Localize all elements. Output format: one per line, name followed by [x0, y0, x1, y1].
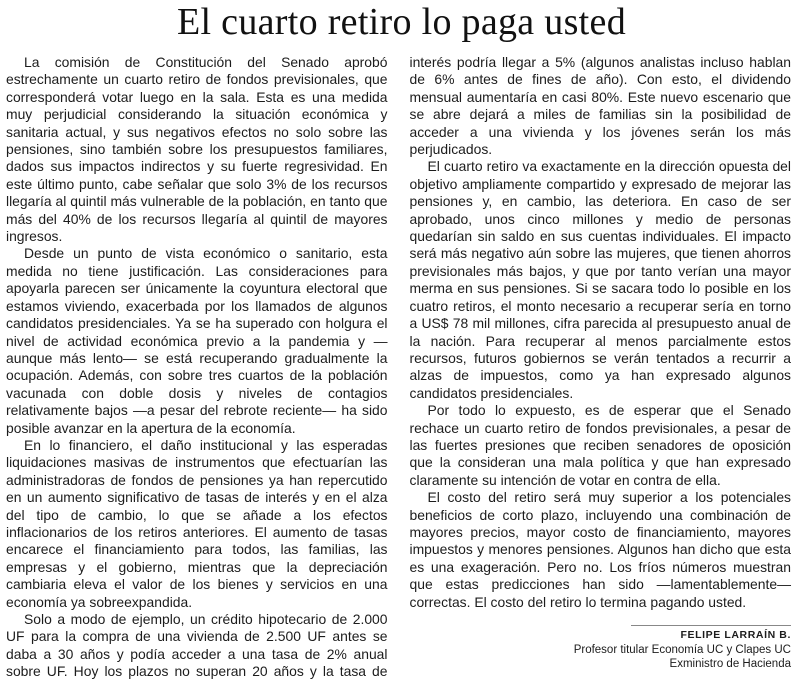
byline [410, 625, 792, 671]
author-name: FELIPE LARRAÍN B. [631, 625, 791, 642]
author-former-role: Exministro de Hacienda [669, 658, 791, 670]
paragraph-1: La comisión de Constitución del Senado aprobó estrechamente un cuarto retiro de fondos previsionales, que corresponderá votar luego en la sala. Esta es una medida muy perjudicial considerando la situación económica y sanitaria actual, y sus negativos efectos no solo sobre las pensiones, sino también sobre los presupuestos familiares, dados sus impactos indirectos y su fuerte regresividad. En este último punto, cabe señalar que solo 3% de los recursos llegaría al quintil más vulnerable de la población, en tanto que más del 40% de los recursos llegaría al quintil de mayores ingresos. [6, 54, 388, 245]
article-title: El cuarto retiro lo paga usted [176, 1, 626, 43]
paragraph-7: El costo del retiro será muy superior a los potenciales beneficios de corto plazo, incluyendo una combinación de mayores precios, mayor costo de financiamiento, mayores impuestos y menores pensiones. Algunos han dicho que esta es una exageración. Pero no. Los fríos números muestran que estas predicciones han sido —lamentablemente— correctas. El costo del retiro lo termina pagando usted. [409, 489, 791, 610]
paragraph-4: Solo a modo de ejemplo, un crédito hipotecario de 2.000 UF para la compra de una vivienda de 2.500 UF antes se daba a 30 años y podía acceder a una tasa de 2% anual sobre UF. Hoy los plazos no superan 20 años y la tasa de interés podría llegar a 5% (algunos analistas incluso hablan de 6% antes de fines de año). Con esto, el dividendo mensual aumentaría en casi 80%. Este nuevo escenario que se abre dejará a miles de familias sin la posibilidad de acceder a una vivienda y los jóvenes serán los más perjudicados. [6, 54, 791, 680]
paragraph-5: El cuarto retiro va exactamente en la dirección opuesta del objetivo ampliamente compartido y expresado de mejorar las pensiones y, en cambio, las deteriora. En caso de ser aprobado, unos cinco millones y medio de personas quedarían sin saldo en sus cuentas individuales. El impacto será más negativo aún sobre las mujeres, que tienen ahorros previsionales más bajos, y que por tanto verían una mayor merma en sus pensiones. Si se sacara todo lo posible en los cuatro retiros, el monto necesario a recuperar sería en torno a US$ 78 mil millones, cifra parecida al presupuesto anual de la nación. Para recuperar al menos parcialmente estos recursos, futuros gobiernos se verán tentados a recurrir a alzas de impuestos, como ya han expresado algunos candidatos presidenciales. [409, 158, 791, 401]
paragraph-2: Desde un punto de vista económico o sanitario, esta medida no tiene justificación. Las consideraciones para apoyarla parecen ser únicamente la coyuntura electoral que estamos viviendo, exacerbada por los llamados de algunos candidatos presidenciales. Ya se ha superado con holgura el nivel de actividad económica previo a la pandemia y —aunque más lento— se está recuperando gradualmente la ocupación. Además, con sobre tres cuartos de la población vacunada con doble dosis y niveles de contagios relativamente bajos —a pesar del rebrote reciente— ha sido posible avanzar en la apertura de la economía. [6, 245, 388, 436]
article-body [6, 54, 791, 680]
author-role: Profesor titular Economía UC y Clapes UC [573, 644, 791, 656]
paragraph-3: En lo financiero, el daño institucional y las esperadas liquidaciones masivas de instrumentos que efectuarían las administradoras de fondos de pensiones ya han repercutido en un aumento significativo de tasas de interés y en el alza del tipo de cambio, lo que se añade a los efectos inflacionarios de los retiros anteriores. El aumento de tasas encarece el financiamiento para todos, las familias, las empresas y el gobierno, mientras que la depreciación cambiaria eleva el valor de los bienes y servicios en una economía ya sobreexpandida. [6, 436, 388, 610]
paragraph-6: Por todo lo expuesto, es de esperar que el Senado rechace un cuarto retiro de fondos previsionales, a pesar de las fuertes presiones que reciben senadores de oposición que la consideran una mala política y que han expresado claramente su intención de votar en contra de ella. [409, 402, 791, 488]
